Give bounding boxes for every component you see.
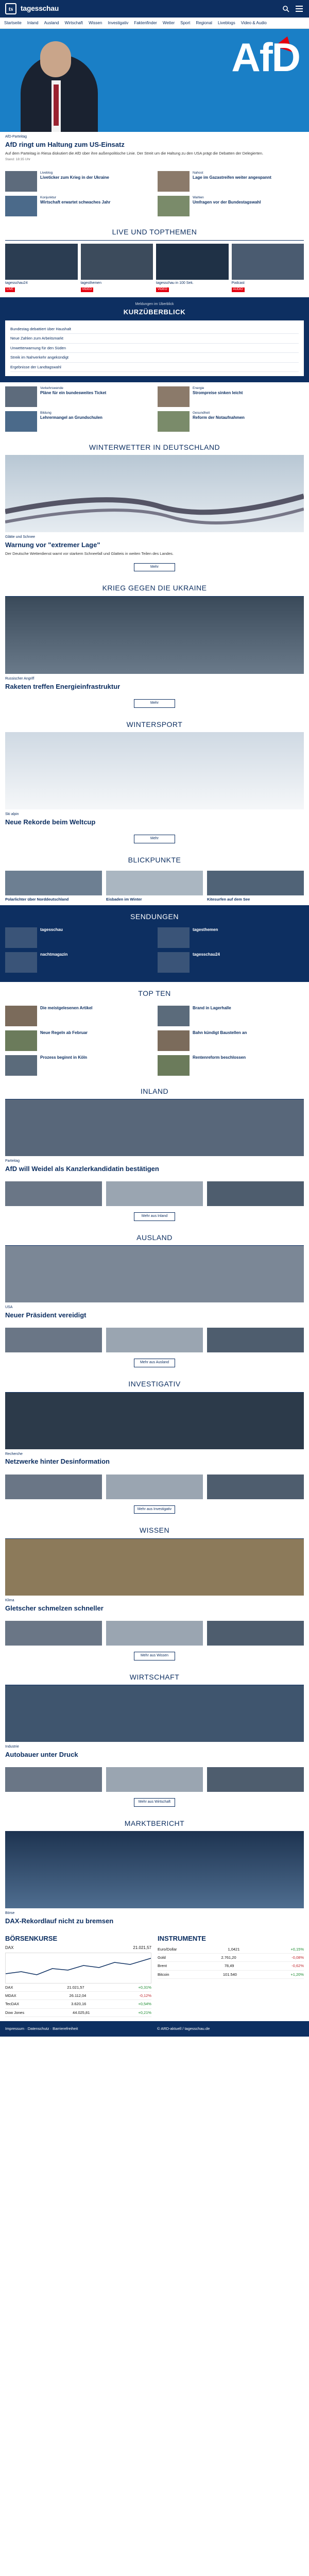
wirtschaft-kicker: Industrie	[5, 1745, 19, 1749]
live-label: Podcast	[231, 281, 245, 285]
live-card[interactable]	[81, 244, 153, 292]
kurz-item[interactable]: Unwetterwarnung für den Süden	[10, 344, 299, 353]
section-title-live: LIVE UND TOPTHEMEN	[112, 228, 197, 236]
market-name: Gold	[158, 1955, 166, 1960]
live-thumbnail	[5, 244, 78, 280]
ressort-sections	[0, 1080, 309, 1807]
investigativ-headline[interactable]: Netzwerke hinter Desinformation	[5, 1458, 110, 1466]
inland-more-button[interactable]: Mehr aus Inland	[134, 1212, 175, 1221]
investigativ-article	[0, 1449, 309, 1471]
topten-tile[interactable]	[5, 1030, 151, 1051]
teaser-headline[interactable]: Liveticker zum Krieg in der Ukraine	[40, 175, 109, 180]
sendung-thumbnail	[158, 927, 190, 948]
teaser-kicker: Nahost	[193, 171, 203, 175]
hero-article[interactable]	[0, 29, 309, 167]
nav-item[interactable]: Ausland	[44, 20, 59, 25]
wissen-cards	[0, 1618, 309, 1649]
wissen-article	[0, 1596, 309, 1618]
market-row[interactable]	[5, 2009, 151, 2017]
market-name: DAX	[5, 1985, 13, 1990]
market-name: Dow Jones	[5, 2010, 25, 2015]
teaser-text	[193, 196, 261, 205]
topten-tile[interactable]	[5, 1055, 151, 1076]
sendung-title[interactable]: tagesschau24	[193, 952, 220, 957]
section-title-inland: INLAND	[140, 1087, 169, 1095]
section-title-ukraine: KRIEG GEGEN DIE UKRAINE	[102, 584, 207, 592]
teaser-kicker: Verkehrswende	[40, 386, 63, 390]
teaser-headline[interactable]: Wirtschaft erwartet schwaches Jahr	[40, 200, 111, 205]
sport-headline[interactable]: Neue Rekorde beim Weltcup	[5, 818, 96, 826]
topten-tile[interactable]	[158, 1006, 304, 1026]
teaser-thumbnail	[158, 171, 190, 192]
card-image	[106, 1328, 203, 1352]
nav-item[interactable]: Wissen	[89, 20, 102, 25]
nav-item[interactable]: Sport	[180, 20, 191, 25]
topten-title[interactable]: Prozess beginnt in Köln	[40, 1055, 88, 1060]
live-card[interactable]	[5, 244, 78, 292]
kurz-item[interactable]: Streik im Nahverkehr angekündigt	[10, 353, 299, 362]
sport-kicker: Ski alpin	[5, 812, 19, 816]
instrumente-table	[158, 1945, 304, 1979]
card-image	[207, 871, 304, 895]
dax-label: DAX	[5, 1945, 14, 1950]
image-card[interactable]	[5, 1621, 102, 1646]
card-image	[207, 1181, 304, 1206]
market-change: +0,54%	[138, 2002, 151, 2007]
winter-teaser: Der Deutsche Wetterdienst warnt vor starkem Schneefall und Glatteis in weiten Teilen des Landes.	[5, 551, 174, 556]
teaser-text	[40, 171, 109, 180]
market-name: Euro/Dollar	[158, 1946, 177, 1952]
teaser-text	[193, 171, 271, 180]
ausland-image[interactable]	[5, 1246, 304, 1302]
sendung-thumbnail	[5, 927, 37, 948]
live-card[interactable]	[232, 244, 304, 292]
topten-title[interactable]: Brand in Lagerhalle	[193, 1005, 231, 1010]
wirtschaft-cards	[0, 1764, 309, 1795]
winter-kicker: Glätte und Schnee	[5, 535, 35, 539]
market-row[interactable]	[158, 1954, 304, 1962]
wissen-image[interactable]	[5, 1539, 304, 1596]
card-title[interactable]: Eisbaden im Winter	[106, 897, 142, 902]
teaser-kicker: Gesundheit	[193, 411, 210, 415]
hero-timestamp: Stand: 18:35 Uhr	[5, 158, 31, 162]
market-change: +0,31%	[138, 1985, 151, 1990]
dax-sparkline	[5, 1953, 151, 1984]
page-footer	[0, 2021, 309, 2036]
nav-item[interactable]: Startseite	[4, 20, 22, 25]
nav-item[interactable]: Liveblogs	[217, 20, 235, 25]
card-image	[106, 871, 203, 895]
top-tiles	[0, 167, 309, 221]
ukraine-kicker: Russischer Angriff	[5, 676, 35, 681]
live-label: tagesthemen	[80, 281, 101, 285]
image-card[interactable]	[207, 871, 304, 902]
section-title-sport: WINTERSPORT	[126, 720, 183, 728]
investigativ-image[interactable]	[5, 1393, 304, 1449]
image-card[interactable]	[106, 1475, 203, 1499]
market-change: -0,08%	[291, 1955, 304, 1960]
investigativ-more-button[interactable]: Mehr aus Investigativ	[134, 1505, 175, 1514]
ausland-kicker: USA	[5, 1306, 13, 1310]
section-title-markt: MARKTBERICHT	[124, 1819, 185, 1827]
card-image	[5, 1181, 102, 1206]
hero-kicker: AfD-Parteitag	[5, 135, 27, 139]
kurz-item[interactable]: Neue Zahlen zum Arbeitsmarkt	[10, 334, 299, 343]
inland-headline[interactable]: AfD will Weidel als Kanzlerkandidatin bestätigen	[5, 1164, 159, 1173]
teaser-headline[interactable]: Reform der Notaufnahmen	[193, 415, 245, 420]
market-change: +0,15%	[290, 1946, 304, 1952]
dax-summary	[5, 1945, 151, 1951]
markets-panel	[0, 1930, 309, 2021]
topten-thumbnail	[158, 1055, 190, 1076]
teaser-text	[40, 411, 102, 420]
image-card[interactable]	[106, 1181, 203, 1206]
live-label: tagesschau24	[5, 281, 28, 285]
ausland-headline[interactable]: Neuer Präsident vereidigt	[5, 1311, 87, 1319]
footer-copyright: © ARD-aktuell / tagesschau.de	[157, 2026, 210, 2031]
markt-headline[interactable]: DAX-Rekordlauf nicht zu bremsen	[5, 1917, 114, 1925]
sendung-tile[interactable]	[158, 952, 304, 973]
card-image	[5, 1621, 102, 1646]
topten-title[interactable]: Rentenreform beschlossen	[193, 1055, 246, 1060]
card-title[interactable]: Kitesurfen auf dem See	[207, 897, 250, 902]
card-image	[207, 1328, 304, 1352]
teaser-kicker: Bildung	[40, 411, 52, 415]
image-card[interactable]	[5, 1328, 102, 1352]
speaker-tie	[54, 84, 59, 126]
market-row[interactable]	[5, 1992, 151, 2000]
teaser-headline[interactable]: Pläne für ein bundesweites Ticket	[40, 391, 107, 395]
teaser-kicker: Liveblog	[40, 171, 53, 175]
kurz-subtitle: Meldungen im Überblick	[135, 302, 174, 306]
teaser-text	[40, 386, 106, 396]
nav-item[interactable]: Faktenfinder	[134, 20, 157, 25]
market-change: +0,21%	[138, 2010, 151, 2015]
topten-title[interactable]: Die meistgelesenen Artikel	[40, 1005, 93, 1010]
teaser-text	[193, 411, 245, 420]
section-title-wirtschaft: WIRTSCHAFT	[129, 1672, 180, 1681]
search-icon[interactable]	[281, 4, 290, 13]
logo-text[interactable]: tagesschau	[21, 4, 59, 13]
section-title-investigativ: INVESTIGATIV	[128, 1380, 181, 1388]
market-value: 3.620,16	[71, 2002, 87, 2007]
topten-thumbnail	[5, 1055, 37, 1076]
sendung-thumbnail	[5, 952, 37, 973]
market-name: Bitcoin	[158, 1972, 169, 1977]
nav-item[interactable]: Wetter	[162, 20, 175, 25]
boerse-title: BÖRSENKURSE	[5, 1935, 58, 1943]
card-image	[106, 1475, 203, 1499]
teaser-tile[interactable]	[158, 196, 304, 216]
card-image	[207, 1767, 304, 1792]
topten-title[interactable]: Neue Regeln ab Februar	[40, 1030, 88, 1035]
image-card[interactable]	[5, 871, 102, 902]
market-value: 21.021,57	[67, 1985, 84, 1990]
sendungen-grid	[5, 924, 304, 976]
market-value: 26.112,04	[69, 1993, 87, 1998]
market-value: 2.761,20	[221, 1955, 236, 1960]
kurz-item[interactable]: Ergebnisse der Landtagswahl	[10, 363, 299, 372]
logo-mark[interactable]: ts	[5, 3, 16, 14]
teaser-thumbnail	[5, 386, 37, 407]
teaser-thumbnail	[158, 196, 190, 216]
image-card[interactable]	[207, 1475, 304, 1499]
teaser-text	[40, 196, 110, 205]
ukraine-more-button[interactable]: Mehr	[134, 699, 175, 708]
market-name: Brent	[158, 1963, 167, 1969]
live-thumbnail	[81, 244, 153, 280]
teaser-kicker: Wahlen	[193, 196, 204, 200]
teaser-thumbnail	[5, 196, 37, 216]
card-image	[106, 1621, 203, 1646]
teaser-headline[interactable]: Umfragen vor der Bundestagswahl	[193, 200, 261, 205]
teaser-text	[193, 386, 243, 396]
nav-item[interactable]: Video & Audio	[241, 20, 267, 25]
topten-thumbnail	[5, 1030, 37, 1051]
main-navigation	[0, 18, 309, 29]
card-image	[5, 1475, 102, 1499]
road-illustration	[5, 455, 304, 532]
live-badge: AUDIO	[232, 287, 245, 293]
wirtschaft-image[interactable]	[5, 1685, 304, 1742]
kurz-item[interactable]: Bundestag debattiert über Haushalt	[10, 325, 299, 334]
image-card[interactable]	[207, 1621, 304, 1646]
live-row	[0, 241, 309, 297]
card-image	[207, 1475, 304, 1499]
image-card[interactable]	[106, 1328, 203, 1352]
market-row[interactable]	[5, 1984, 151, 1992]
teaser-thumbnail	[158, 386, 190, 407]
image-card[interactable]	[106, 1621, 203, 1646]
hero-teaser: Auf dem Parteitag in Riesa diskutiert die AfD über ihre außenpolitische Linie. Der Streit um die Haltung zu den USA prägt die Debatten der Delegierten.	[5, 151, 264, 156]
ukraine-image[interactable]	[5, 597, 304, 674]
inland-image[interactable]	[5, 1099, 304, 1156]
nav-item[interactable]: Wirtschaft	[64, 20, 83, 25]
winter-more-button[interactable]: Mehr	[134, 563, 175, 572]
ausland-more-button[interactable]: Mehr aus Ausland	[134, 1359, 175, 1367]
image-card[interactable]	[5, 1475, 102, 1499]
topten-grid	[0, 1002, 309, 1080]
live-badge: VIDEO	[81, 287, 94, 293]
teaser-headline[interactable]: Lage im Gazastreifen weiter angespannt	[193, 175, 271, 180]
live-thumbnail	[156, 244, 229, 280]
market-value: 1,0421	[228, 1946, 240, 1952]
sendung-title[interactable]: nachtmagazin	[40, 952, 68, 957]
teaser-thumbnail	[5, 411, 37, 432]
sendung-tile[interactable]	[5, 927, 151, 948]
market-row[interactable]	[158, 1962, 304, 1970]
market-value: 44.025,81	[73, 2010, 90, 2015]
dax-value: 21.021,57	[133, 1945, 151, 1950]
winter-image[interactable]	[5, 455, 304, 532]
image-card[interactable]	[207, 1767, 304, 1792]
ukraine-headline[interactable]: Raketen treffen Energieinfrastruktur	[5, 682, 121, 690]
market-change: -0,62%	[291, 1963, 304, 1969]
sport-more-button[interactable]: Mehr	[134, 835, 175, 843]
section-title-ausland: AUSLAND	[136, 1233, 173, 1242]
nav-item[interactable]: Inland	[27, 20, 39, 25]
menu-icon[interactable]	[295, 4, 304, 13]
market-value: 101.540	[222, 1972, 237, 1977]
hero-image	[0, 29, 309, 132]
hero-headline[interactable]: AfD ringt um Haltung zum US-Einsatz	[5, 140, 125, 148]
topten-thumbnail	[5, 1006, 37, 1026]
teaser-tile[interactable]	[5, 411, 151, 432]
card-title[interactable]: Polarlichter über Norddeutschland	[5, 897, 69, 902]
live-label: tagesschau in 100 Sek.	[156, 281, 194, 285]
teaser-kicker: Energie	[193, 386, 204, 390]
topten-thumbnail	[158, 1030, 190, 1051]
topten-tile[interactable]	[158, 1030, 304, 1051]
image-card[interactable]	[207, 1328, 304, 1352]
inland-cards	[0, 1178, 309, 1209]
inland-article	[0, 1156, 309, 1178]
investigativ-cards	[0, 1471, 309, 1502]
sendungen-band	[0, 905, 309, 982]
teaser-thumbnail	[158, 411, 190, 432]
kurz-list	[5, 320, 304, 376]
nav-item[interactable]: Investigativ	[108, 20, 129, 25]
live-badge: VIDEO	[156, 287, 169, 293]
markt-image[interactable]	[5, 1831, 304, 1908]
teaser-thumbnail	[5, 171, 37, 192]
section-title-sendungen: SENDUNGEN	[130, 912, 179, 921]
wissen-more-button[interactable]: Mehr aus Wissen	[134, 1652, 175, 1660]
mid-tiles	[0, 382, 309, 436]
blickpunkte-grid	[0, 868, 309, 905]
section-title-winter: WINTERWETTER IN DEUTSCHLAND	[89, 443, 220, 451]
boerse-table	[5, 1984, 151, 2018]
card-image	[5, 1767, 102, 1792]
teaser-tile[interactable]	[5, 386, 151, 407]
instrumente-column	[158, 1935, 304, 2017]
card-image	[207, 1621, 304, 1646]
market-value: 78,49	[224, 1963, 234, 1969]
teaser-headline[interactable]: Lehrermangel an Grundschulen	[40, 415, 102, 420]
live-thumbnail	[232, 244, 304, 280]
teaser-tile[interactable]	[5, 196, 151, 216]
speaker-head	[40, 41, 71, 77]
card-image	[106, 1767, 203, 1792]
teaser-headline[interactable]: Strompreise sinken leicht	[193, 391, 243, 395]
topten-tile[interactable]	[158, 1055, 304, 1076]
instrumente-title: INSTRUMENTE	[158, 1935, 206, 1943]
ausland-cards	[0, 1325, 309, 1355]
section-title-wissen: WISSEN	[139, 1526, 170, 1535]
image-card[interactable]	[207, 1181, 304, 1206]
section-title-topten: TOP TEN	[138, 989, 171, 998]
topten-tile[interactable]	[5, 1006, 151, 1026]
live-card[interactable]	[156, 244, 229, 292]
nav-item[interactable]: Regional	[196, 20, 212, 25]
section-title-blickpunkte: BLICKPUNKTE	[128, 855, 181, 864]
wirtschaft-headline[interactable]: Autobauer unter Druck	[5, 1750, 78, 1758]
winter-headline[interactable]: Warnung vor "extremer Lage"	[5, 541, 100, 549]
investigativ-kicker: Recherche	[5, 1452, 23, 1456]
teaser-tile[interactable]	[5, 171, 151, 192]
party-wordmark: AfD	[231, 35, 300, 80]
kurz-title: KURZÜBERBLICK	[123, 308, 186, 316]
market-row[interactable]	[5, 2000, 151, 2008]
top-header	[0, 0, 309, 18]
card-image	[106, 1181, 203, 1206]
teaser-tile[interactable]	[158, 411, 304, 432]
topten-title[interactable]: Bahn kündigt Baustellen an	[193, 1030, 247, 1035]
sport-image[interactable]	[5, 732, 304, 809]
kurzueberblick-band	[0, 297, 309, 382]
boerse-column	[5, 1935, 151, 2017]
teaser-kicker: Konjunktur	[40, 196, 57, 200]
sendung-title[interactable]: tagesthemen	[193, 927, 218, 933]
markt-kicker: Börse	[5, 1911, 15, 1916]
market-name: TecDAX	[5, 2002, 20, 2007]
image-card[interactable]	[106, 871, 203, 902]
topten-thumbnail	[158, 1006, 190, 1026]
market-row[interactable]	[158, 1945, 304, 1954]
market-change: -0,12%	[139, 1993, 151, 1998]
sendung-tile[interactable]	[158, 927, 304, 948]
sendung-tile[interactable]	[5, 952, 151, 973]
wirtschaft-more-button[interactable]: Mehr aus Wirtschaft	[134, 1798, 175, 1807]
card-image	[5, 871, 102, 895]
live-badge: LIVE	[5, 287, 15, 293]
image-card[interactable]	[106, 1767, 203, 1792]
wissen-kicker: Klima	[5, 1598, 14, 1602]
market-row[interactable]	[158, 1971, 304, 1979]
teaser-tile[interactable]	[158, 386, 304, 407]
card-image	[5, 1328, 102, 1352]
inland-kicker: Parteitag	[5, 1159, 20, 1163]
footer-links[interactable]: Impressum · Datenschutz · Barrierefreiheit	[5, 2026, 78, 2031]
image-card[interactable]	[5, 1767, 102, 1792]
market-name: MDAX	[5, 1993, 16, 1998]
wissen-headline[interactable]: Gletscher schmelzen schneller	[5, 1604, 104, 1612]
wirtschaft-article	[0, 1742, 309, 1764]
ausland-article	[0, 1302, 309, 1325]
teaser-tile[interactable]	[158, 171, 304, 192]
image-card[interactable]	[5, 1181, 102, 1206]
market-change: +1,20%	[290, 1972, 304, 1977]
sendung-thumbnail	[158, 952, 190, 973]
sendung-title[interactable]: tagesschau	[40, 927, 63, 933]
